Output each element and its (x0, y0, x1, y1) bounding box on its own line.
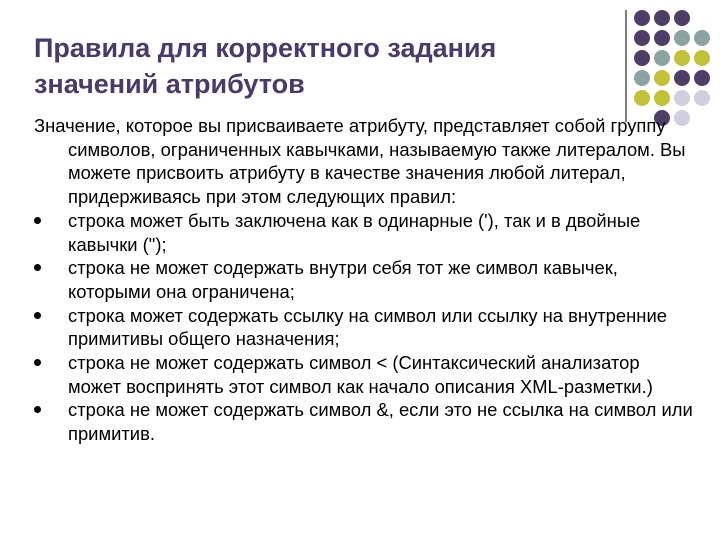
rule-text: строка не может содержать символ &, если это не ссылка на символ или примитив. (68, 399, 693, 445)
rule-item (34, 304, 694, 351)
title-line-2: значений атрибутов (34, 69, 305, 99)
rule-text: строка не может содержать символ < (Синтаксический анализатор может воспринять этот символ как начало описания XML-разметки.) (68, 352, 653, 397)
slide-title (34, 30, 594, 102)
decorative-dot (674, 90, 690, 106)
decorative-divider (625, 10, 627, 122)
decorative-dot (674, 50, 690, 66)
decorative-dot (634, 50, 650, 66)
rule-item (34, 351, 694, 398)
rules-list (34, 209, 694, 446)
intro-paragraph: Значение, которое вы присваиваете атрибуту, представляет собой группу символов, ограниченных кавычками, называемую также литералом. Вы можете присвоить атрибуту в качестве значения любой литерал, придерживаясь при этом следующих правил: (34, 115, 686, 208)
slide-body (34, 114, 694, 446)
bullet-icon (34, 406, 41, 413)
decorative-dot (694, 50, 710, 66)
decorative-dot (634, 90, 650, 106)
decorative-dot (654, 30, 670, 46)
decorative-dot (674, 30, 690, 46)
decorative-dot (654, 10, 670, 26)
decorative-dot (634, 70, 650, 86)
title-line-1: Правила для корректного задания (34, 33, 497, 63)
rule-item (34, 256, 694, 303)
decorative-dot (694, 90, 710, 106)
rule-text: строка может содержать ссылку на символ или ссылку на внутренние примитивы общего назначения; (68, 304, 667, 350)
bullet-icon (34, 217, 41, 224)
bullet-icon (34, 312, 41, 319)
rule-text: строка не может содержать внутри себя тот же символ кавычек, которыми она ограничена; (68, 257, 618, 302)
decorative-dot (674, 10, 690, 26)
decorative-dot (674, 70, 690, 86)
decorative-dot-grid (634, 10, 718, 130)
decorative-dot (634, 10, 650, 26)
rule-item (34, 398, 694, 445)
rule-text: строка может быть заключена как в одинарные ('), так и в двойные кавычки ("); (68, 209, 641, 255)
decorative-dot (634, 30, 650, 46)
decorative-dot (654, 50, 670, 66)
decorative-dot (654, 90, 670, 106)
bullet-icon (34, 264, 41, 271)
rule-item (34, 209, 694, 256)
bullet-icon (34, 359, 41, 366)
decorative-dot (654, 70, 670, 86)
decorative-dot (694, 30, 710, 46)
decorative-dot (694, 70, 710, 86)
